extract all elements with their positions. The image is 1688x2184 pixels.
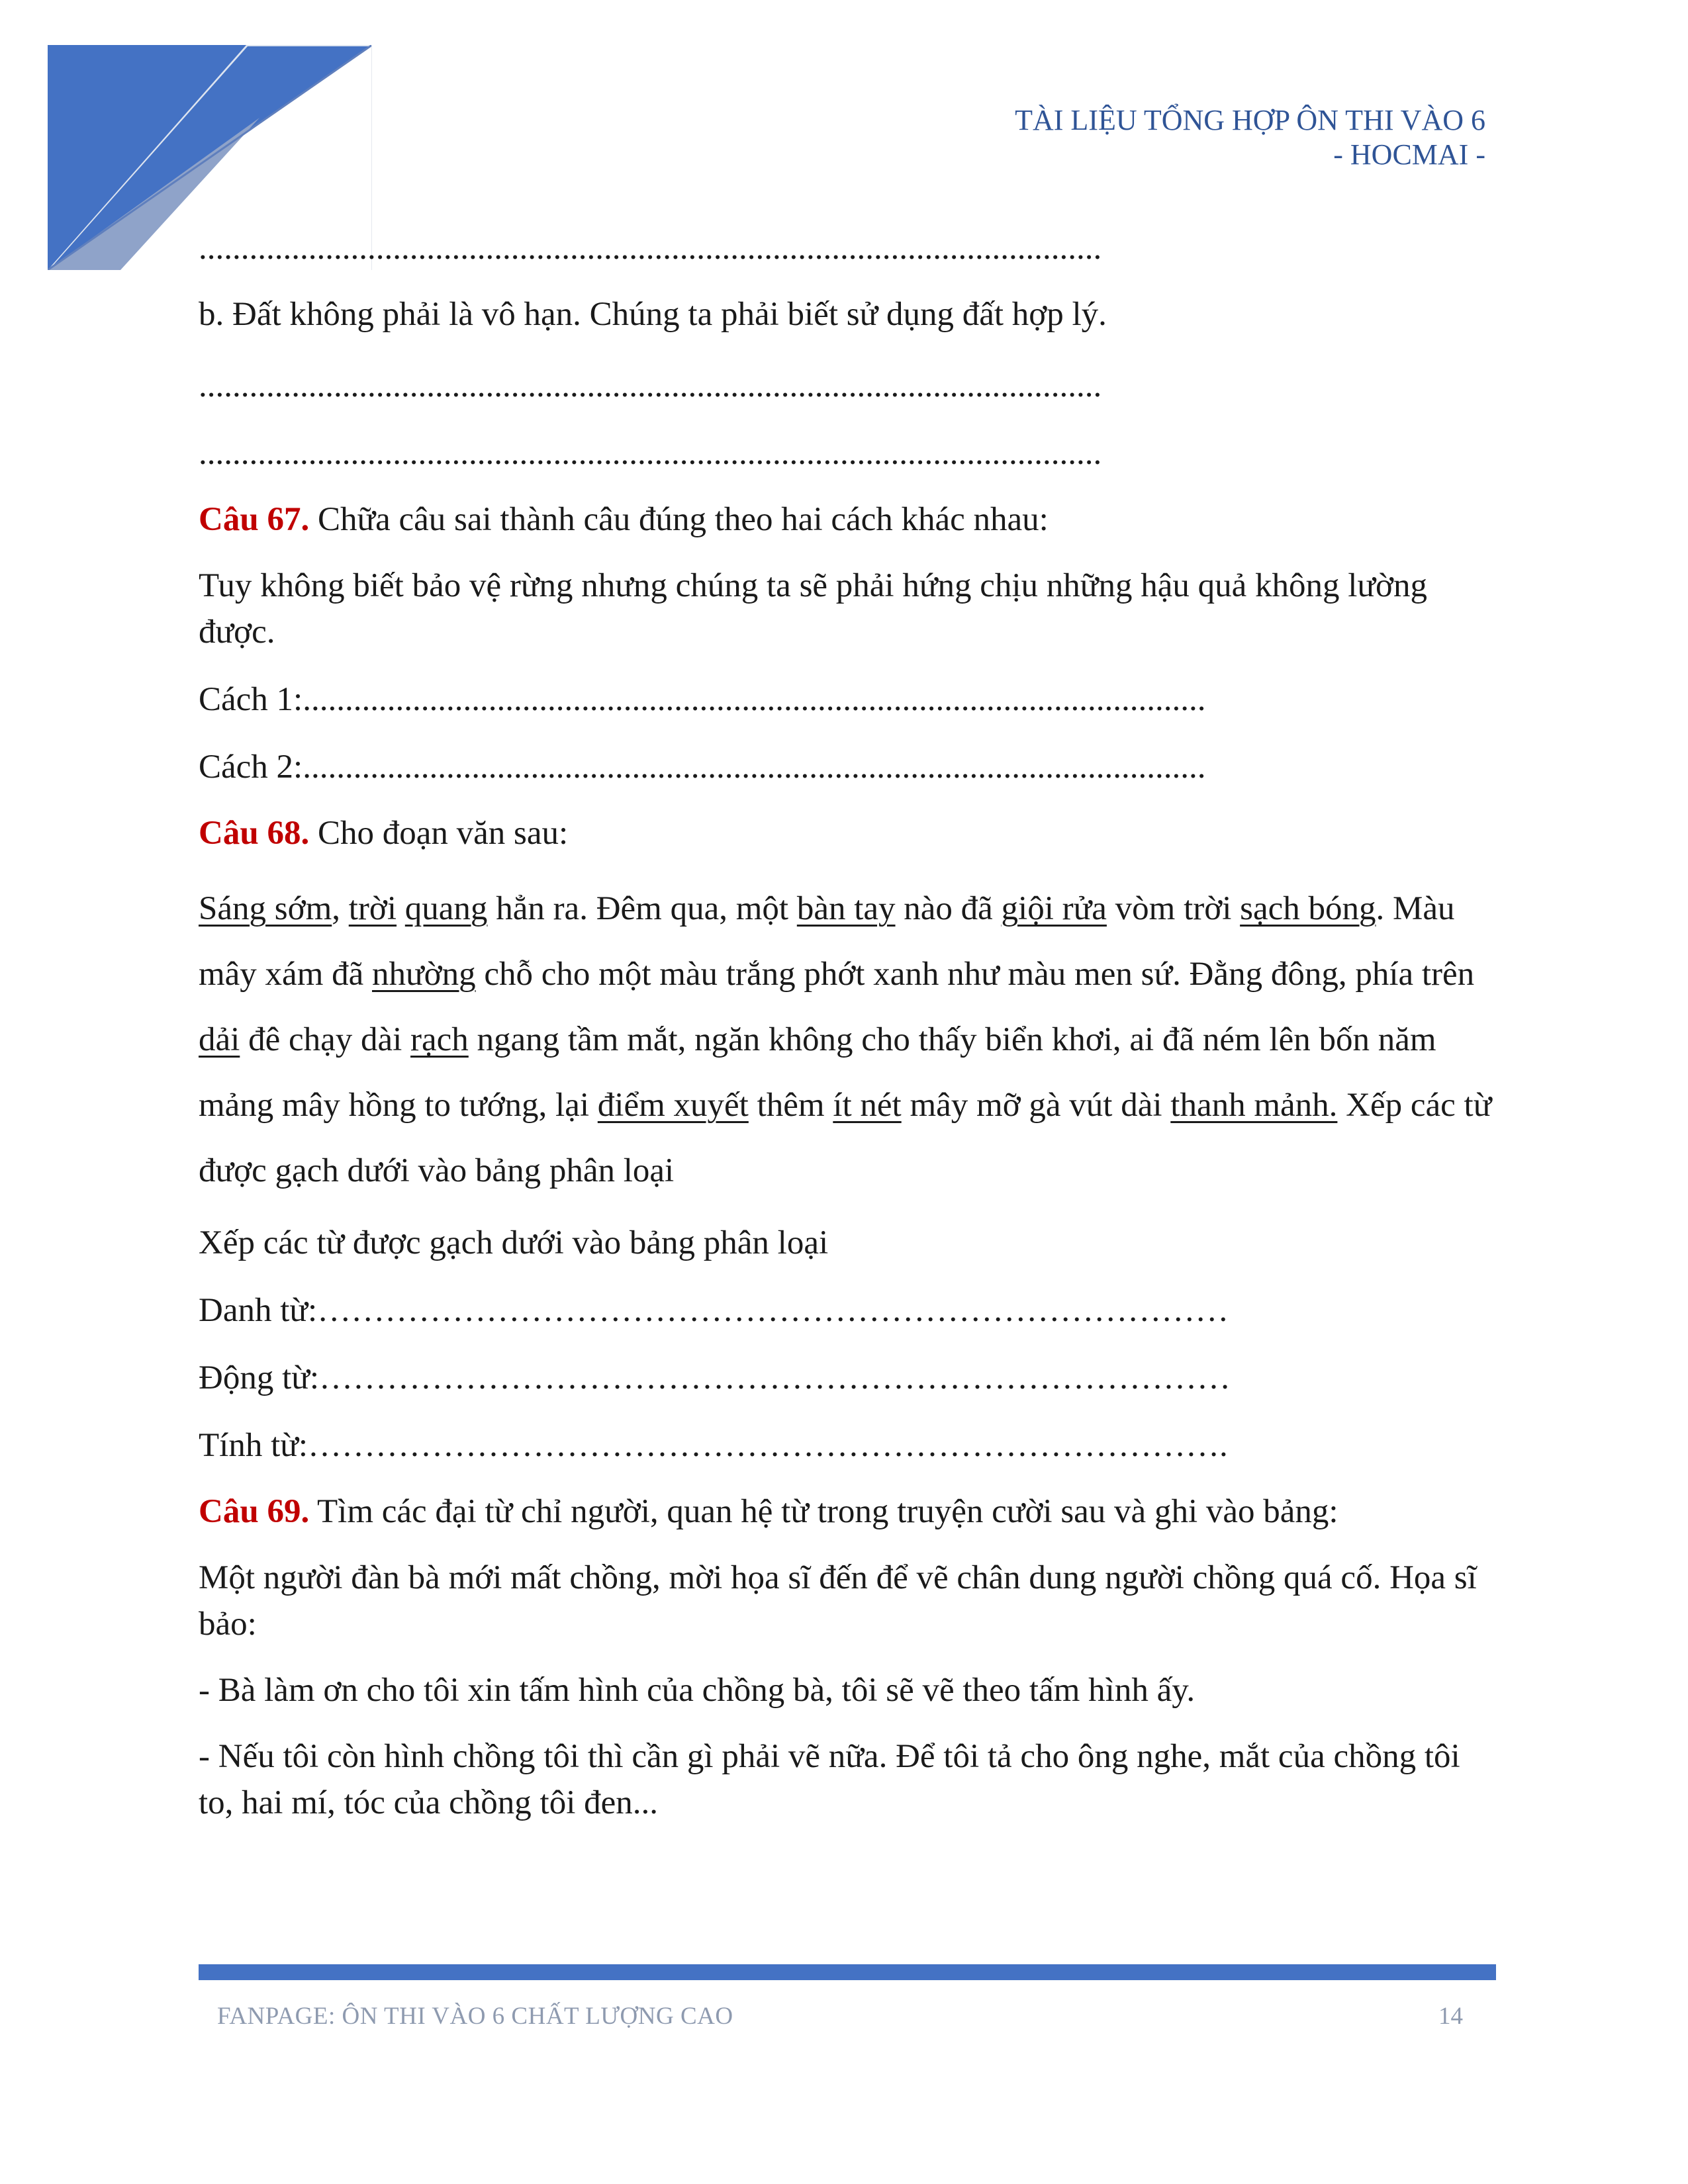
header-title: TÀI LIỆU TỔNG HỢP ÔN THI VÀO 6 (1015, 104, 1485, 136)
underlined-word: trời (348, 890, 397, 927)
page-content (199, 225, 1496, 1826)
question-prompt: Tìm các đại từ chỉ người, quan hệ từ trong truyện cười sau và ghi vào bảng: (309, 1493, 1338, 1530)
passage-text: nào đã (895, 890, 1002, 927)
passage-text: hẳn ra. Đêm qua, một (487, 890, 797, 927)
q68-passage (199, 876, 1496, 1204)
answer-line: ........................................................................................................... (199, 367, 1102, 404)
passage-text: ngang tầm mắt, ngăn không cho thấy biển khơi, ai đã ném lên bốn năm mảng mây hồng to tướng, lại (199, 1021, 1436, 1124)
passage-text: chỗ cho một màu trắng phớt xanh như màu men sứ. Đằng đông, phía trên (475, 956, 1475, 993)
passage-text: Xếp các từ được gạch dưới vào bảng phân loại (199, 1087, 1492, 1189)
footer-fanpage: FANPAGE: ÔN THI VÀO 6 CHẤT LƯỢNG CAO (217, 2003, 733, 2030)
underlined-word: rạch (410, 1021, 469, 1058)
underlined-word: thanh mảnh. (1170, 1087, 1338, 1124)
underlined-word: giội rửa (1001, 890, 1107, 927)
q68-instruction: Xếp các từ được gạch dưới vào bảng phân loại (199, 1224, 829, 1261)
page-number: 14 (1438, 2003, 1463, 2030)
nouns-line: Danh từ:……………………………………………………………………… (199, 1292, 1229, 1329)
q67-way-2: Cách 2:........................................................................................................... (199, 749, 1206, 786)
passage-text: thêm (748, 1087, 833, 1124)
underlined-word: dải (199, 1021, 240, 1058)
item-b: b. Đất không phải là vô hạn. Chúng ta phải biết sử dụng đất hợp lý. (199, 296, 1107, 333)
passage-text: mây mỡ gà vút dài (901, 1087, 1171, 1124)
underlined-word: quang (404, 890, 488, 927)
passage-text: vòm trời (1106, 890, 1241, 927)
underlined-word: bàn tay (796, 890, 896, 927)
underlined-word: ít nét (833, 1087, 902, 1124)
answer-line: ........................................................................................................... (199, 230, 1102, 267)
verbs-line: Động từ:……………………………………………………………………… (199, 1359, 1231, 1396)
q69-story-intro: Một người đàn bà mới mất chồng, mời họa sĩ đến để vẽ chân dung người chồng quá cố. Họa sĩ bảo: (199, 1559, 1477, 1643)
underlined-word: sạch bóng (1240, 890, 1376, 927)
question-67 (199, 496, 1496, 543)
header-subtitle: - HOCMAI - (1333, 138, 1485, 171)
passage-text: , (332, 890, 349, 927)
question-number: Câu 67. (199, 501, 310, 538)
question-68 (199, 810, 1496, 856)
adjectives-line: Tính từ:………………………………………………………………………. (199, 1427, 1228, 1464)
question-prompt: Chữa câu sai thành câu đúng theo hai cách khác nhau: (309, 501, 1049, 538)
underlined-word: nhường (372, 956, 476, 993)
passage-text (397, 890, 405, 927)
question-69 (199, 1488, 1496, 1535)
question-number: Câu 68. (199, 815, 310, 852)
question-number: Câu 69. (199, 1493, 310, 1530)
question-prompt: Cho đoạn văn sau: (309, 815, 569, 852)
answer-line: ........................................................................................................... (199, 435, 1102, 472)
underlined-word: điểm xuyết (597, 1087, 749, 1124)
q69-dialogue-1: - Bà làm ơn cho tôi xin tấm hình của chồng bà, tôi sẽ vẽ theo tấm hình ấy. (199, 1672, 1196, 1709)
passage-text: đê chạy dài (240, 1021, 411, 1058)
q67-way-1: Cách 1:........................................................................................................... (199, 681, 1206, 718)
passage-text: . Màu mây xám đã (199, 890, 1455, 993)
q67-sentence: Tuy không biết bảo vệ rừng nhưng chúng ta sẽ phải hứng chịu những hậu quả không lường được. (199, 567, 1427, 651)
q69-dialogue-2: - Nếu tôi còn hình chồng tôi thì cần gì phải vẽ nữa. Để tôi tả cho ông nghe, mắt của chồng tôi to, hai mí, tóc của chồng tôi đen... (199, 1738, 1460, 1821)
footer-bar (199, 1964, 1496, 1980)
underlined-word: Sáng sớm (199, 890, 332, 927)
